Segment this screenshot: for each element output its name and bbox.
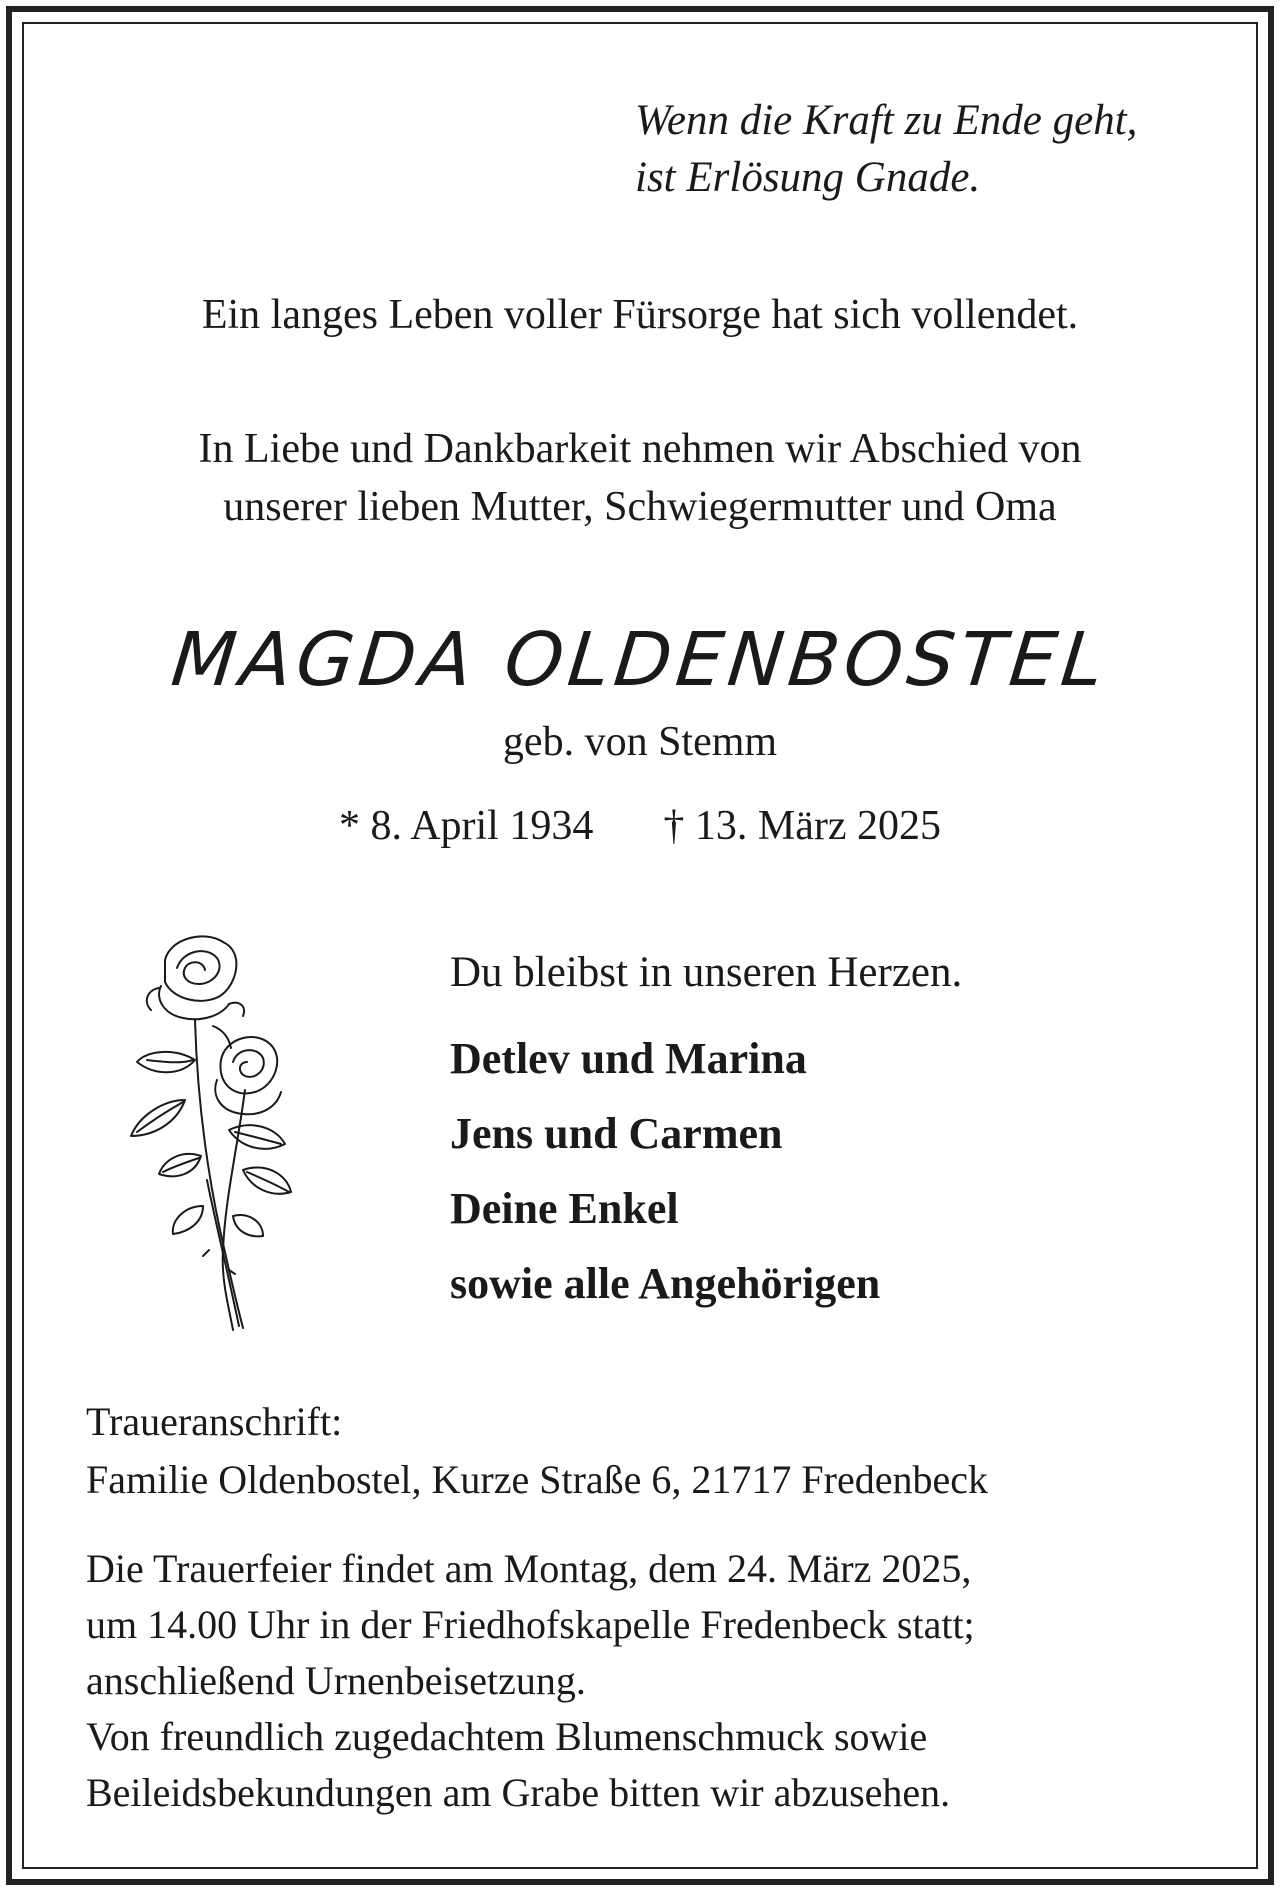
address-label: Traueranschrift: xyxy=(86,1399,343,1444)
farewell-line-2: unserer lieben Mutter, Schwiegermutter und Oma xyxy=(223,484,1057,530)
life-dates xyxy=(0,800,1280,852)
family-list xyxy=(450,1030,880,1330)
death-date: † 13. März 2025 xyxy=(663,803,941,849)
intro-text: Ein langes Leben voller Fürsorge hat sich vollendet. xyxy=(201,292,1079,338)
motto-line-2: ist Erlösung Gnade. xyxy=(635,154,981,201)
farewell-line-1: In Liebe und Dankbarkeit nehmen wir Abschied von xyxy=(198,426,1082,472)
condolence-line: Du bleibst in unseren Herzen. xyxy=(450,949,963,996)
address-value: Familie Oldenbostel, Kurze Straße 6, 21717 Fredenbeck xyxy=(86,1457,988,1502)
service-line-2: um 14.00 Uhr in der Friedhofskapelle Fredenbeck statt; xyxy=(86,1602,975,1647)
service-line-4: Von freundlich zugedachtem Blumenschmuck sowie xyxy=(86,1714,928,1759)
motto-line-1: Wenn die Kraft zu Ende geht, xyxy=(635,97,1138,144)
rose-illustration-icon xyxy=(125,930,315,1335)
motto-quote xyxy=(635,92,1137,206)
service-line-1: Die Trauerfeier findet am Montag, dem 24. März 2025, xyxy=(86,1546,972,1591)
family-member-2: Jens und Carmen xyxy=(450,1109,783,1158)
birth-date: * 8. April 1934 xyxy=(339,803,594,849)
family-member-4: sowie alle Angehörigen xyxy=(450,1259,881,1308)
mourning-address xyxy=(86,1393,988,1509)
service-line-3: anschließend Urnenbeisetzung. xyxy=(86,1658,586,1703)
service-line-5: Beileidsbekundungen am Grabe bitten wir abzusehen. xyxy=(86,1770,951,1815)
birth-name: geb. von Stemm xyxy=(502,719,778,765)
service-info xyxy=(86,1541,975,1821)
deceased-name: MAGDA OLDENBOSTEL xyxy=(167,617,1113,703)
family-member-1: Detlev und Marina xyxy=(450,1034,807,1083)
family-member-3: Deine Enkel xyxy=(450,1184,679,1233)
farewell-text xyxy=(0,420,1280,536)
